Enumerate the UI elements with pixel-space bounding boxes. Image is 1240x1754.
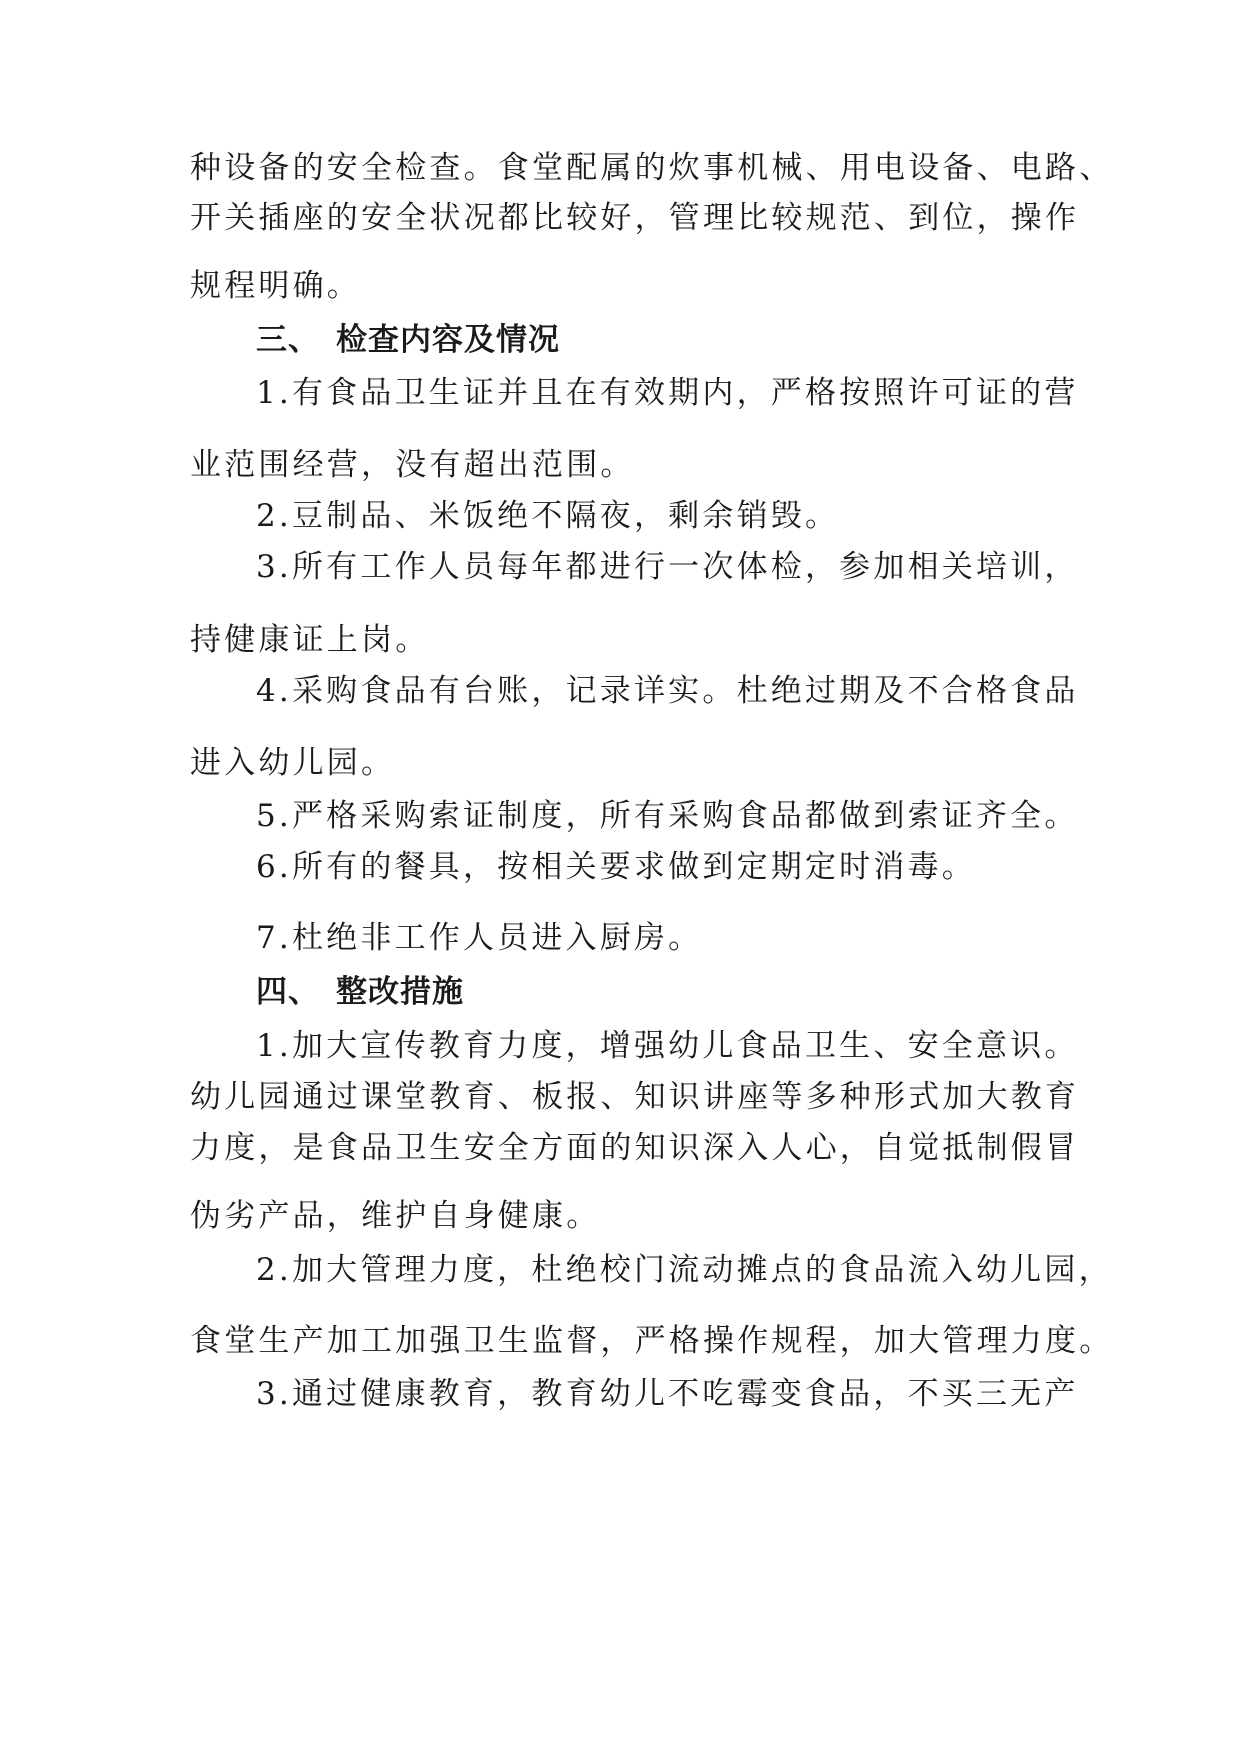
list-item-line: 1.加大宣传教育力度，增强幼儿食品卫生、安全意识。	[256, 1028, 1079, 1064]
section-number: 四、	[256, 974, 320, 1010]
paragraph-line: 伪劣产品，维护自身健康。	[190, 1198, 601, 1234]
paragraph-line: 规程明确。	[190, 268, 361, 304]
section-heading-4	[256, 972, 1136, 1012]
list-item-line: 2.豆制品、米饭绝不隔夜，剩余销毁。	[256, 498, 840, 534]
list-item-line: 持健康证上岗。	[190, 622, 430, 658]
list-item-line: 进入幼儿园。	[190, 745, 396, 781]
paragraph-line: 幼儿园通过课堂教育、板报、知识讲座等多种形式加大教育	[190, 1079, 1080, 1115]
list-item-line: 5.严格采购索证制度，所有采购食品都做到索证齐全。	[256, 798, 1079, 834]
paragraph-line: 食堂生产加工加强卫生监督，严格操作规程，加大管理力度。	[190, 1323, 1114, 1359]
section-number: 三、	[256, 322, 320, 358]
list-item-line: 3.通过健康教育，教育幼儿不吃霉变食品，不买三无产	[256, 1376, 1079, 1412]
list-item-line: 4.采购食品有台账，记录详实。杜绝过期及不合格食品	[256, 673, 1079, 709]
list-item-line: 2.加大管理力度，杜绝校门流动摊点的食品流入幼儿园，	[256, 1252, 1113, 1288]
section-title: 检查内容及情况	[336, 322, 560, 358]
section-title: 整改措施	[336, 974, 464, 1010]
list-item-line: 3.所有工作人员每年都进行一次体检，参加相关培训，	[256, 549, 1079, 585]
list-item-line: 1.有食品卫生证并且在有效期内，严格按照许可证的营	[256, 375, 1079, 411]
paragraph-line: 开关插座的安全状况都比较好，管理比较规范、到位，操作	[190, 200, 1080, 236]
paragraph-line: 力度，是食品卫生安全方面的知识深入人心，自觉抵制假冒	[190, 1130, 1080, 1166]
list-item-line: 7.杜绝非工作人员进入厨房。	[256, 920, 703, 956]
paragraph-line: 种设备的安全检查。食堂配属的炊事机械、用电设备、电路、	[190, 150, 1114, 186]
list-item-line: 业范围经营，没有超出范围。	[190, 447, 635, 483]
section-heading-3	[256, 320, 1136, 360]
list-item-line: 6.所有的餐具，按相关要求做到定期定时消毒。	[256, 849, 976, 885]
